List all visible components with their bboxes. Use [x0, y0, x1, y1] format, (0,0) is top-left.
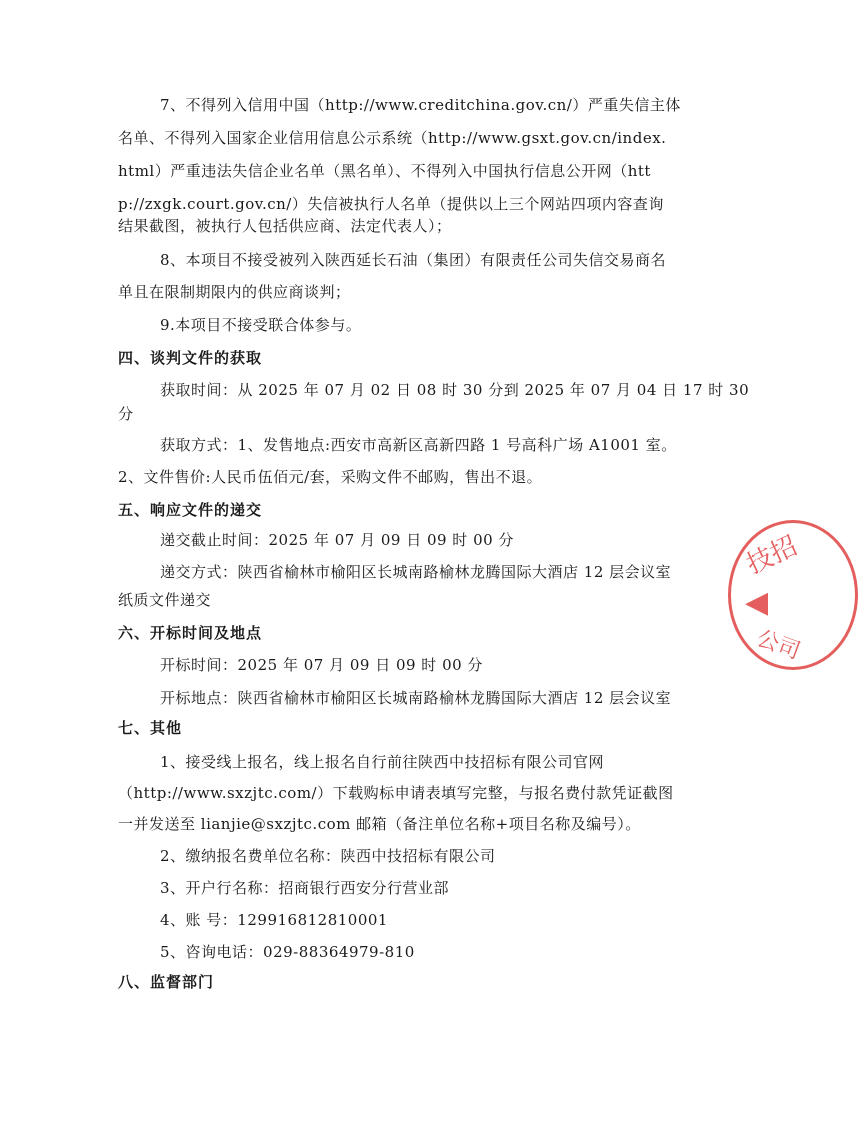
item-7-line-2: 名单、不得列入国家企业信用信息公示系统（http://www.gsxt.gov.cn/index. — [118, 129, 667, 147]
seal-text-bottom: 公司 — [753, 626, 804, 665]
item-8-line-1: 8、本项目不接受被列入陕西延长石油（集团）有限责任公司失信交易商名 — [160, 251, 667, 269]
section-8-heading: 八、监督部门 — [118, 973, 215, 991]
opening-location: 开标地点：陕西省榆林市榆阳区长城南路榆林龙腾国际大酒店 12 层会议室 — [160, 689, 672, 707]
section-5-heading: 五、响应文件的递交 — [118, 501, 263, 519]
item-7-line-5: 结果截图，被执行人包括供应商、法定代表人）； — [118, 217, 452, 235]
item-8-line-2: 单且在限制期限内的供应商谈判； — [118, 283, 351, 301]
opening-time: 开标时间：2025 年 07 月 09 日 09 时 00 分 — [160, 656, 483, 674]
other-3: 3、开户行名称：招商银行西安分行营业部 — [160, 879, 450, 897]
acquire-time-line-1: 获取时间：从 2025 年 07 月 02 日 08 时 30 分到 2025 年 07 月 04 日 17 时 30 — [160, 381, 750, 399]
item-7-line-4: p://zxgk.court.gov.cn/）失信被执行人名单（提供以上三个网站四项内容查询 — [118, 195, 664, 213]
submit-deadline: 递交截止时间：2025 年 07 月 09 日 09 时 00 分 — [160, 531, 514, 549]
other-1-line-3: 一并发送至 lianjie@sxzjtc.com 邮箱（备注单位名称+项目名称及编号）。 — [118, 815, 641, 833]
section-4-heading: 四、谈判文件的获取 — [118, 349, 263, 367]
other-1-line-2: （http://www.sxzjtc.com/）下载购标申请表填写完整，与报名费付款凭证截图 — [118, 784, 674, 802]
submit-method-line-2: 纸质文件递交 — [118, 591, 212, 609]
document-price: 2、文件售价:人民币伍佰元/套，采购文件不邮购，售出不退。 — [118, 468, 543, 486]
section-6-heading: 六、开标时间及地点 — [118, 624, 263, 642]
other-5: 5、咨询电话：029-88364979-810 — [160, 943, 415, 961]
other-4: 4、账 号：129916812810001 — [160, 911, 388, 929]
acquire-method: 获取方式：1、发售地点:西安市高新区高新四路 1 号高科广场 A1001 室。 — [160, 436, 677, 454]
item-7-line-1: 7、不得列入信用中国（http://www.creditchina.gov.cn/）严重失信主体 — [160, 96, 681, 114]
submit-method-line-1: 递交方式：陕西省榆林市榆阳区长城南路榆林龙腾国际大酒店 12 层会议室 — [160, 563, 672, 581]
item-7-line-3: html）严重违法失信企业名单（黑名单）、不得列入中国执行信息公开网（htt — [118, 162, 651, 180]
company-seal — [728, 520, 858, 670]
acquire-time-line-2: 分 — [118, 405, 134, 423]
other-2: 2、缴纳报名费单位名称：陕西中技招标有限公司 — [160, 847, 496, 865]
seal-text-top: 技招 — [742, 531, 802, 581]
other-1-line-1: 1、接受线上报名，线上报名自行前往陕西中技招标有限公司官网 — [160, 753, 605, 771]
section-7-heading: 七、其他 — [118, 719, 183, 737]
seal-star-icon: ◀ — [745, 585, 769, 620]
item-9: 9.本项目不接受联合体参与。 — [160, 316, 362, 334]
